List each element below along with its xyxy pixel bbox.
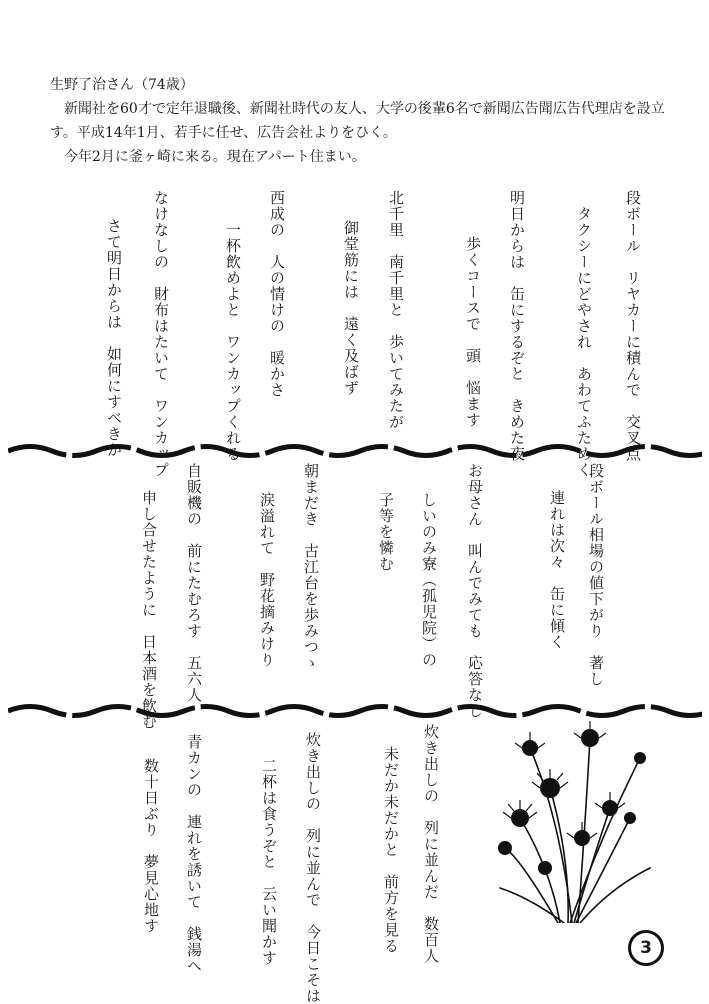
poem-line: 北千里 南千里と 歩いてみたが xyxy=(387,190,405,430)
poem-line: 炊き出しの 列に並んで 今日こそは xyxy=(304,732,322,1004)
intro-block xyxy=(50,73,680,169)
poem-line: 炊き出しの 列に並んだ 数百人 xyxy=(422,724,440,964)
poem-line: 申し合せたように 日本酒を飲む xyxy=(140,490,158,730)
poem-line: 段ボール相場の値下がり 著し xyxy=(587,463,605,687)
poem-line: しいのみ寮（孤児院）の xyxy=(420,492,438,668)
poem-line: 御堂筋には 遠く及ばず xyxy=(342,220,360,396)
poem-line: 二杯は食うぞと 云い聞かす xyxy=(260,758,278,966)
poem-line: 数十日ぶり 夢見心地す xyxy=(142,758,160,934)
poem-line: 自販機の 前にたむろす 五六人 xyxy=(185,463,203,703)
author-name: 生野了治さん（74歳） xyxy=(50,77,194,93)
poem-line: タクシーにどやされ あわてふためく xyxy=(575,206,593,478)
author-note: 今年2月に釜ヶ崎に来る。現在アパート住まい。 xyxy=(64,149,366,165)
poem-line: 朝まだき 古江台を歩みつゝ xyxy=(302,463,320,671)
poem-line: 明日からは 缶にするぞと きめた夜 xyxy=(508,190,526,462)
poem-line: 西成の 人の情けの 暖かさ xyxy=(268,190,286,398)
poem-line: 連れは次々 缶に傾く xyxy=(548,490,566,650)
poem-line: お母さん 叫んでみても 応答なし xyxy=(466,463,484,719)
poem-line: 段ボール リヤカーに積んで 交叉点 xyxy=(624,190,642,462)
poem-line: なけなしの 財布はたいて ワンカップ xyxy=(152,190,170,478)
wave-divider xyxy=(8,440,702,462)
flower-illustration xyxy=(490,718,660,923)
poem-line: 子等を憐む xyxy=(377,492,395,572)
author-bio: 新聞社を60才で定年退職後、新聞社時代の友人、大学の後輩6名で新聞広告聞広告代理店を設立す。平成14年1月、若手に任せ、広告会社よりをひく。 xyxy=(50,101,665,141)
page-number: 3 xyxy=(628,930,664,966)
poem-line: 歩くコースで 頭 悩ます xyxy=(464,236,482,428)
poem-line: 一杯飲めよと ワンカップくれる xyxy=(224,222,242,462)
poem-line: 青カンの 連れを誘いて 銭湯へ xyxy=(185,734,203,974)
poem-line: 涙溢れて 野花摘みけり xyxy=(258,492,276,668)
poem-line: さて明日からは 如何にすべきか xyxy=(105,218,123,458)
poem-line: 未だか未だかと 前方を見る xyxy=(382,746,400,954)
